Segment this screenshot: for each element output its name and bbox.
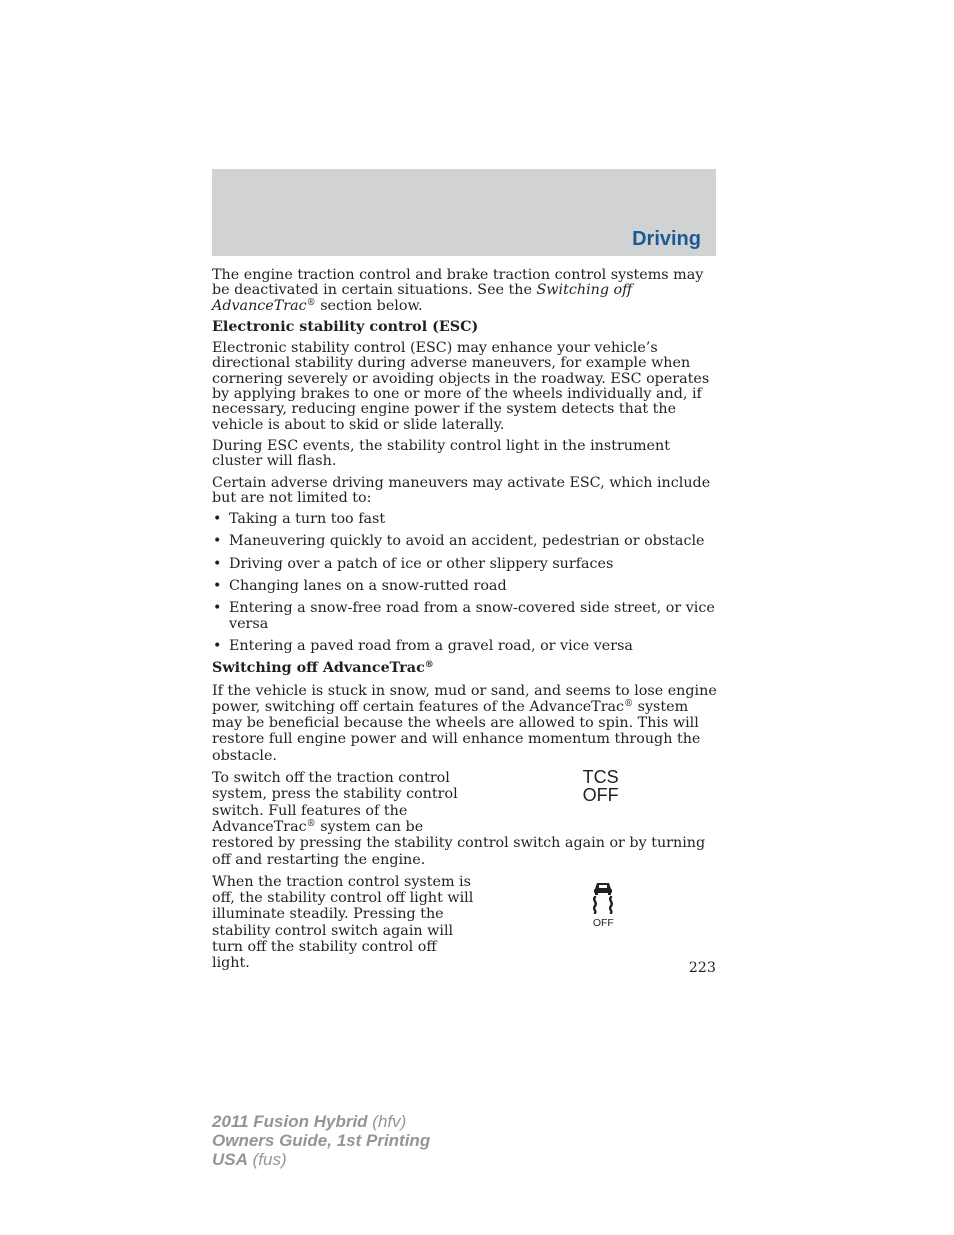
esc-off-light-text: When the traction control system is off, the stability control off light will illuminate steadily. Pressing the stability control switch again will turn off the stability control off light.: [212, 873, 474, 972]
list-item: • Changing lanes on a snow-rutted road: [213, 578, 507, 595]
skidding-car-icon: [589, 880, 617, 914]
esc-paragraph-1: Electronic stability control (ESC) may enhance your vehicle’s directional stability during adverse maneuvers, for example when cornering severely or avoiding objects in the roadway. ESC operates by applying brakes to one or more of the wheels individually and, if necessary, reducing engine power if the system detects that the vehicle is about to skid or slide laterally.: [212, 340, 710, 433]
tcs-instruction-block: [212, 767, 717, 835]
section-header-band: [212, 169, 716, 256]
list-item: • Entering a paved road from a gravel road, or vice versa: [213, 637, 633, 654]
page-content: [212, 268, 717, 972]
page-number: 223: [688, 960, 716, 976]
stability-control-off-icon: OFF: [588, 880, 618, 929]
document-footer: 2011 Fusion Hybrid (hfv) Owners Guide, 1st Printing USA (fus): [212, 1112, 431, 1169]
esc-off-light-block: [212, 874, 717, 972]
esc-paragraph-3: Certain adverse driving maneuvers may activate ESC, which include but are not limited to:: [212, 474, 711, 506]
esc-heading: Electronic stability control (ESC): [212, 318, 479, 335]
list-item: • Driving over a patch of ice or other slippery surfaces: [213, 555, 614, 572]
intro-paragraph: The engine traction control and brake traction control systems may be deactivated in certain situations. See the Switching off AdvanceTrac® section below.: [212, 267, 704, 314]
list-item: • Entering a snow-free road from a snow-covered side street, or vice versa: [213, 600, 715, 632]
tcs-off-icon: TCS OFF: [582, 767, 619, 806]
tcs-instruction-text: To switch off the traction control system, press the stability control switch. Full features of the AdvanceTrac® system can be: [212, 770, 458, 835]
maneuver-list: [212, 512, 717, 654]
switching-heading: Switching off AdvanceTrac®: [212, 660, 434, 677]
list-item: • Maneuvering quickly to avoid an accident, pedestrian or obstacle: [213, 533, 705, 550]
esc-paragraph-2: During ESC events, the stability control light in the instrument cluster will flash.: [212, 437, 670, 470]
switching-paragraph-1: If the vehicle is stuck in snow, mud or sand, and seems to lose engine power, switching off certain features of the AdvanceTrac® system may be beneficial because the wheels are allowed to spin. This will restore full engine power and will enhance momentum through the obstacle.: [212, 682, 717, 764]
tcs-instruction-continued: restored by pressing the stability control switch again or by turning off and restarting the engine.: [212, 835, 706, 868]
cross-reference: Switching off AdvanceTrac: [212, 282, 633, 314]
list-item: • Taking a turn too fast: [213, 511, 386, 528]
section-title: Driving: [632, 228, 701, 250]
